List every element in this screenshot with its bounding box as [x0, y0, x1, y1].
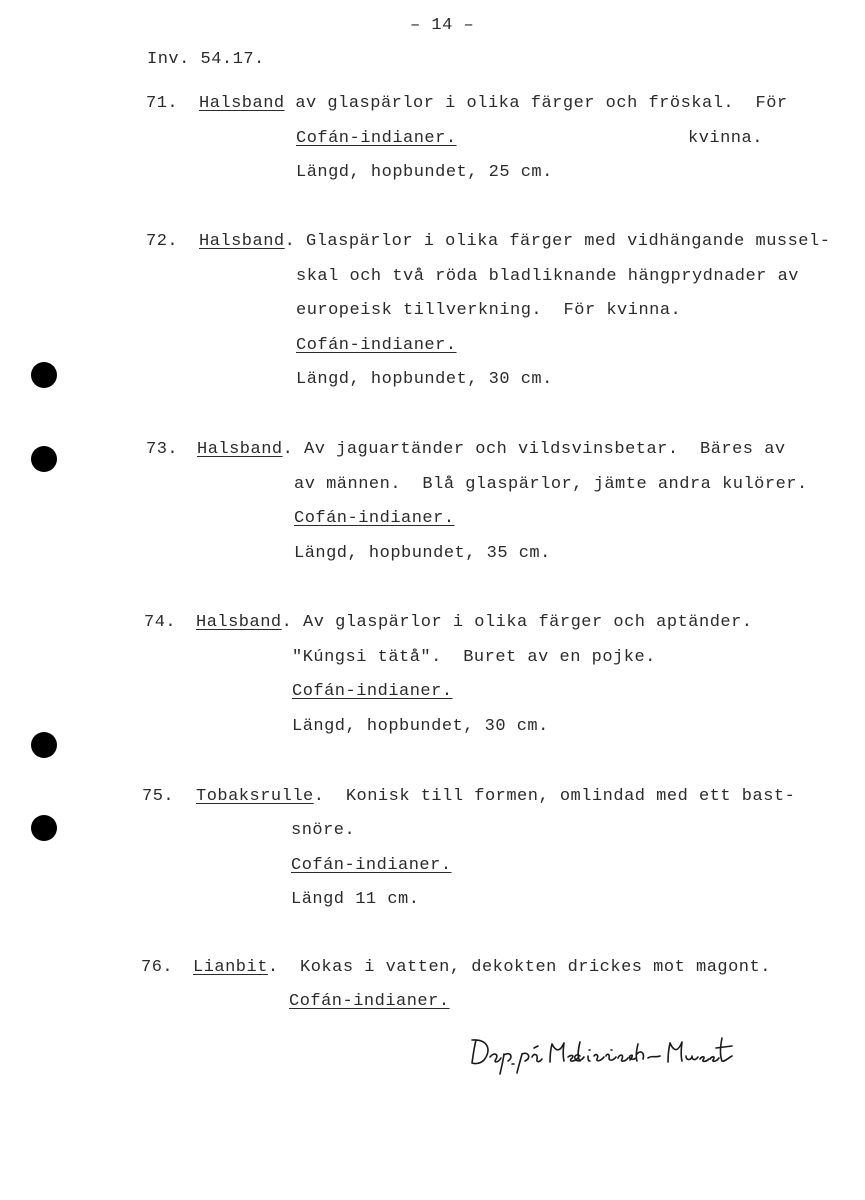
- entry-length: Längd, hopbundet, 35 cm.: [294, 544, 551, 563]
- entry-text: . Av jaguartänder och vildsvinsbetar. Bäres av: [282, 440, 786, 459]
- entry-title: Halsband: [199, 94, 285, 113]
- entry-tribe: Cofán-indianer.: [291, 856, 452, 875]
- entry-tribe: Cofán-indianer.: [289, 992, 450, 1011]
- entry-number: 75.: [142, 787, 175, 806]
- entry-line: [199, 94, 788, 114]
- entry-title: Lianbit: [193, 958, 268, 977]
- entry-tribe: Cofán-indianer.: [296, 129, 457, 148]
- entry-length: Längd, hopbundet, 25 cm.: [296, 163, 553, 182]
- entry-tribe: Cofán-indianer.: [292, 682, 453, 701]
- entry-line: [196, 613, 753, 633]
- entry-number: 72.: [146, 232, 179, 251]
- entry-text: . Kokas i vatten, dekokten drickes mot magont.: [267, 958, 771, 977]
- punch-hole: [31, 362, 57, 388]
- entry-title: Halsband: [196, 613, 282, 632]
- entry-title: Halsband: [197, 440, 283, 459]
- entry-line: [196, 787, 795, 807]
- handwritten-note: [470, 1030, 740, 1075]
- entry-text: europeisk tillverkning. För kvinna.: [296, 301, 682, 320]
- entry-tribe: Cofán-indianer.: [296, 336, 457, 355]
- entry-title: Tobaksrulle: [196, 787, 314, 806]
- entry-number: 73.: [146, 440, 179, 459]
- entry-title: Halsband: [199, 232, 285, 251]
- entry-text: "Kúngsi tätå". Buret av en pojke.: [292, 648, 656, 667]
- entry-line: [197, 440, 786, 460]
- entry-length: Längd, hopbundet, 30 cm.: [296, 370, 553, 389]
- inventory-number: Inv. 54.17.: [147, 50, 265, 69]
- entry-text: kvinna.: [688, 129, 763, 148]
- entry-length: Längd, hopbundet, 30 cm.: [292, 717, 549, 736]
- entry-text: snöre.: [291, 821, 356, 840]
- entry-line: [193, 958, 771, 978]
- entry-tribe: Cofán-indianer.: [294, 509, 455, 528]
- entry-line: [199, 232, 830, 252]
- entry-number: 71.: [146, 94, 179, 113]
- entry-number: 74.: [144, 613, 177, 632]
- entry-text: av männen. Blå glaspärlor, jämte andra kulörer.: [294, 475, 808, 494]
- punch-hole: [31, 446, 57, 472]
- entry-length: Längd 11 cm.: [291, 890, 420, 909]
- entry-number: 76.: [141, 958, 174, 977]
- punch-hole: [31, 815, 57, 841]
- entry-text: skal och två röda bladliknande hängprydnader av: [296, 267, 799, 286]
- entry-text: . Av glaspärlor i olika färger och aptänder.: [281, 613, 753, 632]
- punch-hole: [31, 732, 57, 758]
- entry-text: . Konisk till formen, omlindad med ett bast-: [313, 787, 796, 806]
- entry-text: av glaspärlor i olika färger och fröskal. För: [284, 94, 788, 113]
- page-number: – 14 –: [410, 16, 475, 35]
- entry-text: . Glaspärlor i olika färger med vidhängande mussel-: [284, 232, 831, 251]
